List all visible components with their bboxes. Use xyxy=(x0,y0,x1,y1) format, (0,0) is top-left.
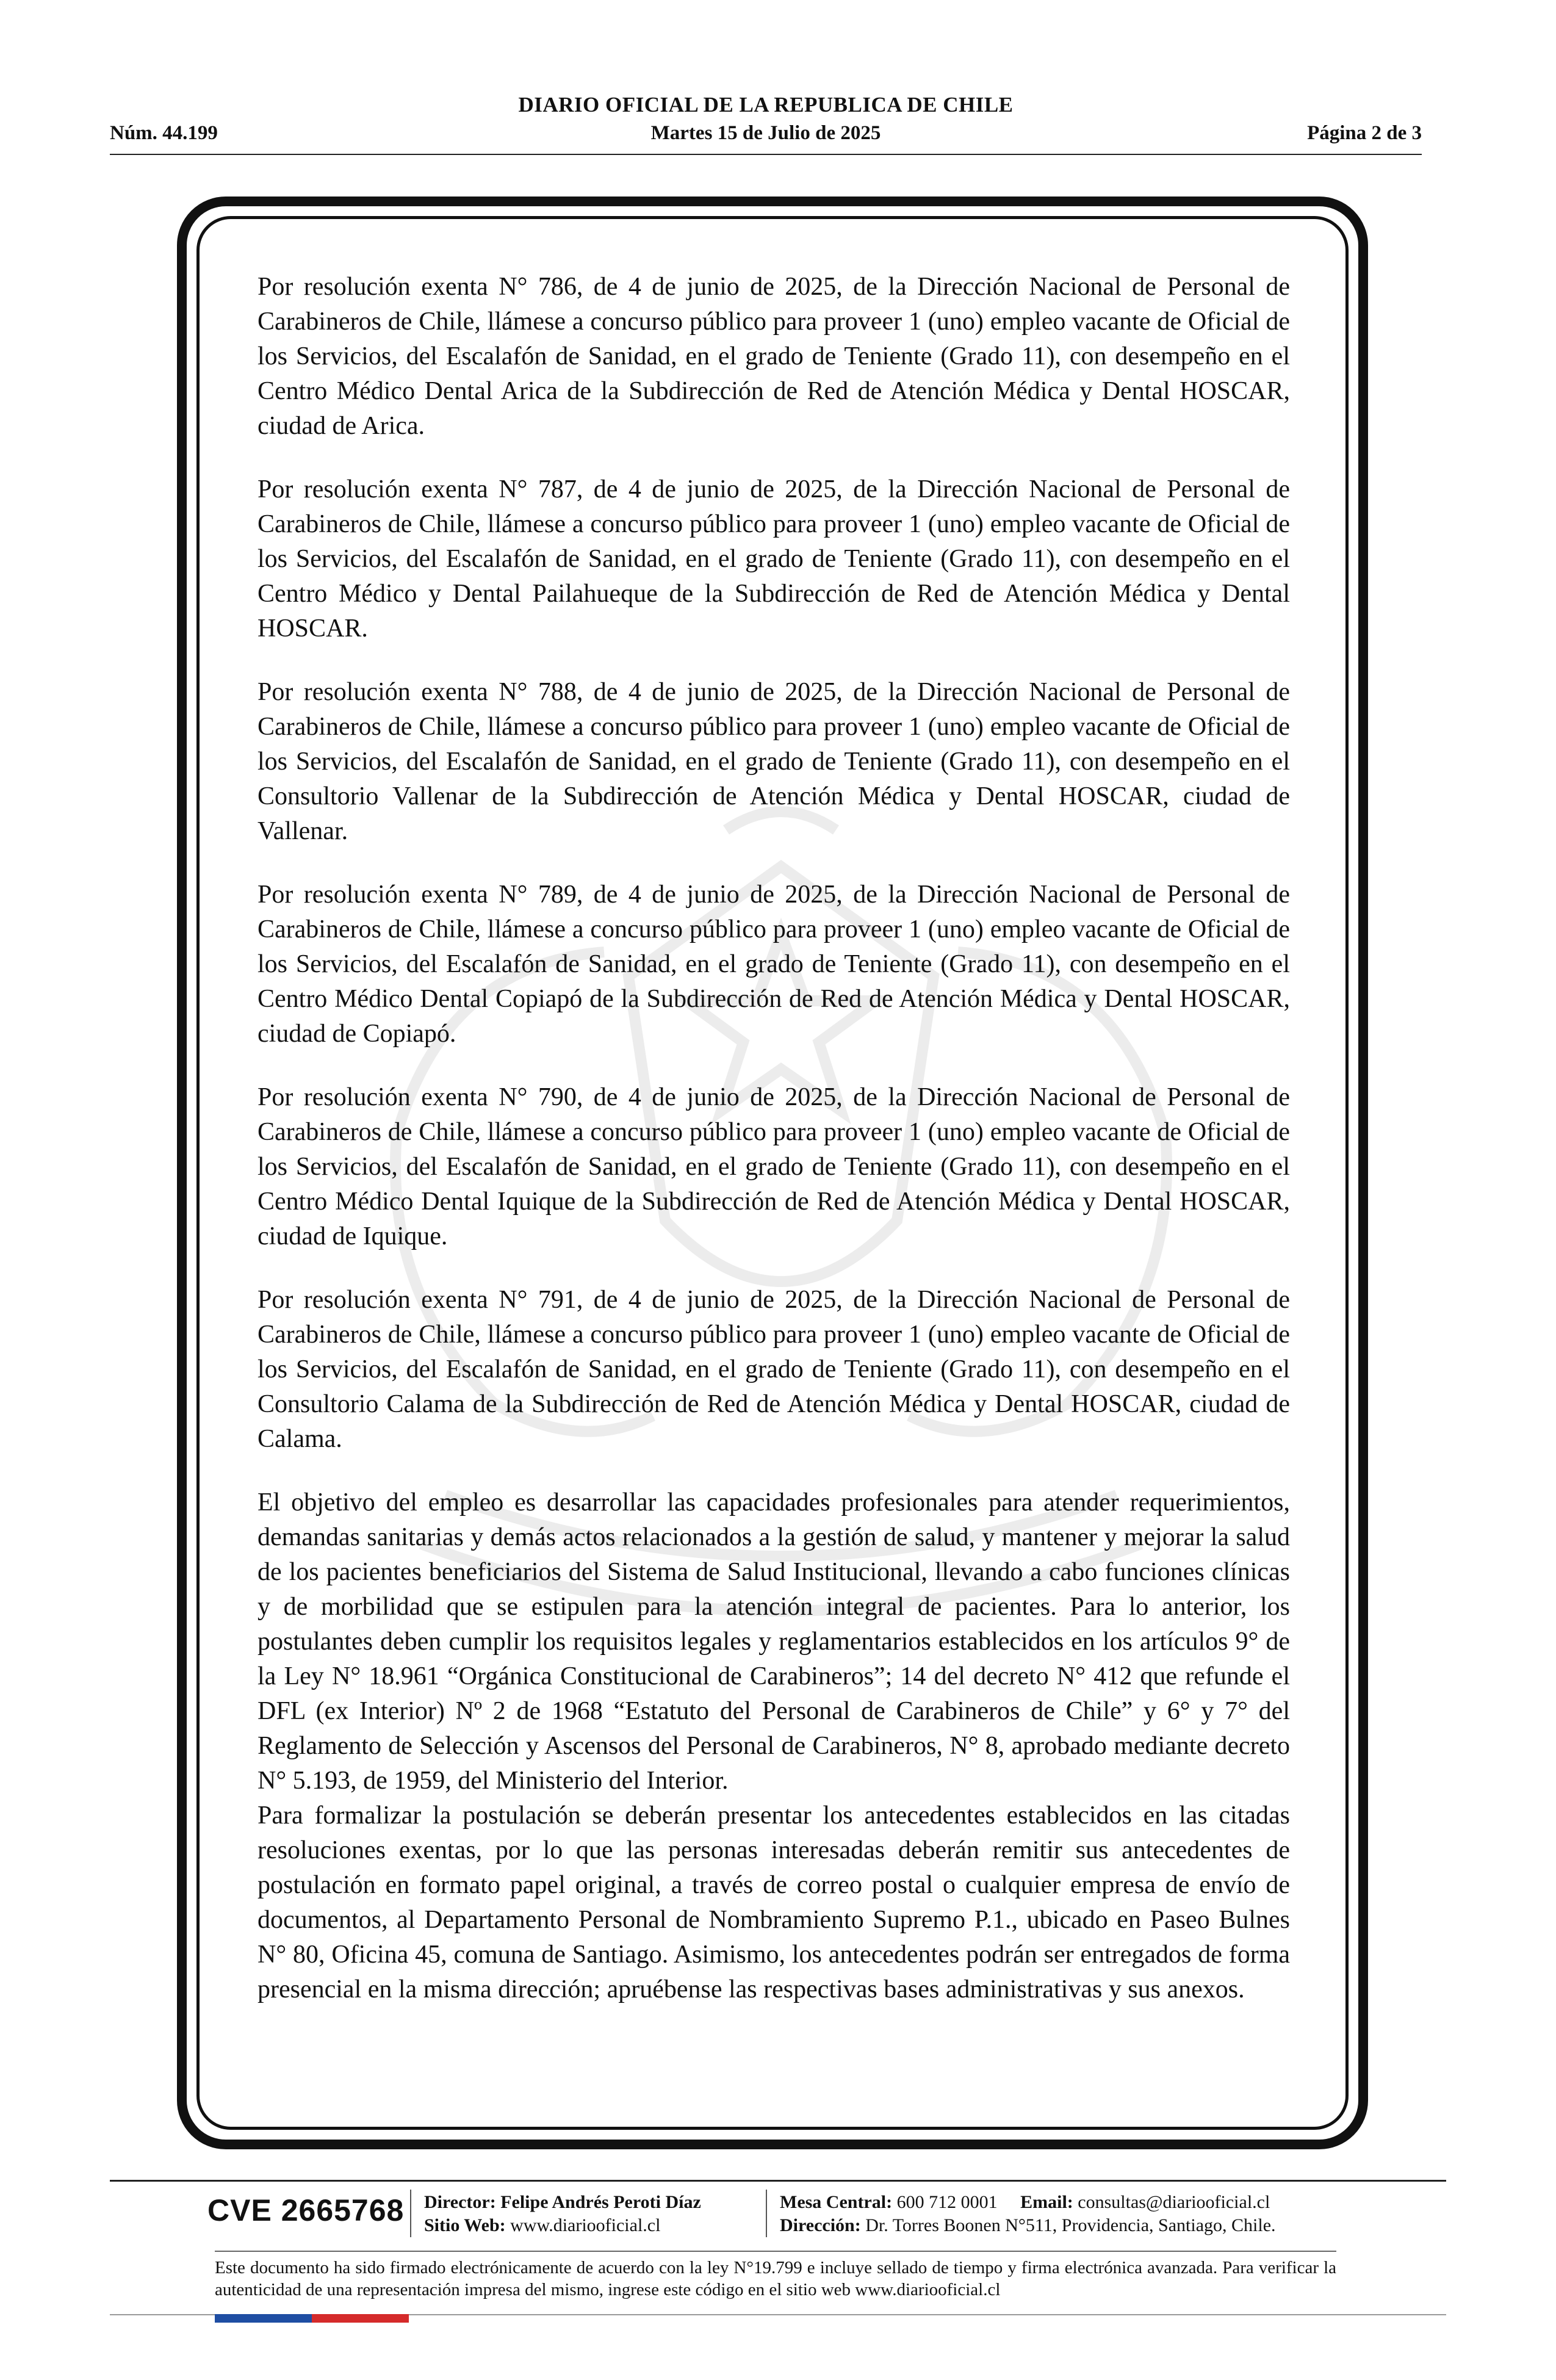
email-link[interactable]: consultas@diariooficial.cl xyxy=(1078,2192,1270,2212)
footer-divider-middle xyxy=(215,2251,1336,2252)
contact-line xyxy=(780,2191,1270,2214)
website-line xyxy=(424,2214,660,2237)
page-header xyxy=(110,93,1422,151)
footer-separator xyxy=(766,2190,767,2237)
address-line xyxy=(780,2214,1276,2237)
footer-divider-top xyxy=(110,2180,1446,2182)
address-value: Dr. Torres Boonen N°511, Providencia, Santiago, Chile. xyxy=(865,2215,1276,2235)
header-divider xyxy=(110,154,1422,155)
application-instructions-paragraph: Para formalizar la postulación se deberán presentar los antecedentes establecidos en las citadas resoluciones exentas, por lo que las personas interesadas deberán remitir sus antecedentes de postulación en formato papel original, a través de correo postal o cualquier empresa de envío de documentos, al Departamento Personal de Nombramiento Supremo P.1., ubicado en Paseo Bulnes N° 80, Oficina 45, comuna de Santiago. Asimismo, los antecedentes podrán ser entregados de forma presencial en la misma dirección; apruébense las respectivas bases administrativas y sus anexos. xyxy=(258,1801,1290,2003)
resolution-791-paragraph: Por resolución exenta N° 791, de 4 de junio de 2025, de la Dirección Nacional de Personal de Carabineros de Chile, llámese a concurso público para proveer 1 (uno) empleo vacante de Oficial de los Servicios, del Escalafón de Sanidad, en el grado de Teniente (Grado 11), con desempeño en el Consultorio Calama de la Subdirección de Red de Atención Médica y Dental HOSCAR, ciudad de Calama. xyxy=(258,1286,1290,1453)
director-name: Felipe Andrés Peroti Díaz xyxy=(500,2192,701,2212)
website-link[interactable]: www.diariooficial.cl xyxy=(510,2215,661,2235)
resolution-789-paragraph: Por resolución exenta N° 789, de 4 de junio de 2025, de la Dirección Nacional de Personal de Carabineros de Chile, llámese a concurso público para proveer 1 (uno) empleo vacante de Oficial de los Servicios, del Escalafón de Sanidad, en el grado de Teniente (Grado 11), con desempeño en el Centro Médico Dental Copiapó de la Subdirección de Red de Atención Médica y Dental HOSCAR, ciudad de Copiapó. xyxy=(258,881,1290,1048)
flag-blue-segment xyxy=(215,2314,312,2323)
issue-date: Martes 15 de Julio de 2025 xyxy=(650,122,881,144)
website-label: Sitio Web: xyxy=(424,2215,506,2235)
newspaper-title: DIARIO OFICIAL DE LA REPUBLICA DE CHILE xyxy=(518,93,1014,117)
issue-number: Núm. 44.199 xyxy=(110,122,218,144)
resolution-790-paragraph: Por resolución exenta N° 790, de 4 de junio de 2025, de la Dirección Nacional de Personal de Carabineros de Chile, llámese a concurso público para proveer 1 (uno) empleo vacante de Oficial de los Servicios, del Escalafón de Sanidad, en el grado de Teniente (Grado 11), con desempeño en el Centro Médico Dental Iquique de la Subdirección de Red de Atención Médica y Dental HOSCAR, ciudad de Iquique. xyxy=(258,1083,1290,1250)
footer-separator xyxy=(410,2190,411,2237)
resolution-786-paragraph: Por resolución exenta N° 786, de 4 de junio de 2025, de la Dirección Nacional de Personal de Carabineros de Chile, llámese a concurso público para proveer 1 (uno) empleo vacante de Oficial de los Servicios, del Escalafón de Sanidad, en el grado de Teniente (Grado 11), con desempeño en el Centro Médico Dental Arica de la Subdirección de Red de Atención Médica y Dental HOSCAR, ciudad de Arica. xyxy=(258,273,1290,440)
flag-red-segment xyxy=(312,2314,409,2323)
legal-notice: Este documento ha sido firmado electrónicamente de acuerdo con la ley N°19.799 e incluye sellado de tiempo y firma electrónica avanzada. Para verificar la autenticidad de una representación impresa del mismo, ingrese este código en el sitio web www.diariooficial.cl xyxy=(215,2258,1336,2299)
resolution-787-paragraph: Por resolución exenta N° 787, de 4 de junio de 2025, de la Dirección Nacional de Personal de Carabineros de Chile, llámese a concurso público para proveer 1 (uno) empleo vacante de Oficial de los Servicios, del Escalafón de Sanidad, en el grado de Teniente (Grado 11), con desempeño en el Centro Médico y Dental Pailahueque de la Subdirección de Red de Atención Médica y Dental HOSCAR. xyxy=(258,475,1290,643)
page-indicator: Página 2 de 3 xyxy=(1307,122,1422,144)
phone-label: Mesa Central: xyxy=(780,2192,893,2212)
employment-objective-paragraph: El objetivo del empleo es desarrollar las capacidades profesionales para atender requerimientos, demandas sanitarias y demás actos relacionados a la gestión de salud, y mantener y mejorar la salud de los pacientes beneficiarios del Sistema de Salud Institucional, llevando a cabo funciones clínicas y de morbilidad que se estipulen para la atención integral de pacientes. Para lo anterior, los postulantes deben cumplir los requisitos legales y reglamentarios establecidos en los artículos 9° de la Ley N° 18.961 “Orgánica Constitucional de Carabineros”; 14 del decreto N° 412 que refunde el DFL (ex Interior) Nº 2 de 1968 “Estatuto del Personal de Carabineros de Chile” y 6° y 7° del Reglamento de Selección y Ascensos del Personal de Carabineros, N° 8, aprobado mediante decreto N° 5.193, de 1959, del Ministerio del Interior. xyxy=(258,1488,1290,1795)
address-label: Dirección: xyxy=(780,2215,861,2235)
cve-code: CVE 2665768 xyxy=(207,2193,405,2227)
email-label: Email: xyxy=(1020,2192,1073,2212)
resolution-788-paragraph: Por resolución exenta N° 788, de 4 de junio de 2025, de la Dirección Nacional de Personal de Carabineros de Chile, llámese a concurso público para proveer 1 (uno) empleo vacante de Oficial de los Servicios, del Escalafón de Sanidad, en el grado de Teniente (Grado 11), con desempeño en el Consultorio Vallenar de la Subdirección de Atención Médica y Dental HOSCAR, ciudad de Vallenar. xyxy=(258,678,1290,845)
phone-number: 600 712 0001 xyxy=(896,2192,998,2212)
director-label: Director: xyxy=(424,2192,496,2212)
chile-flag-stripe-icon xyxy=(215,2314,409,2323)
document-body xyxy=(258,270,1290,2007)
director-line xyxy=(424,2191,701,2214)
